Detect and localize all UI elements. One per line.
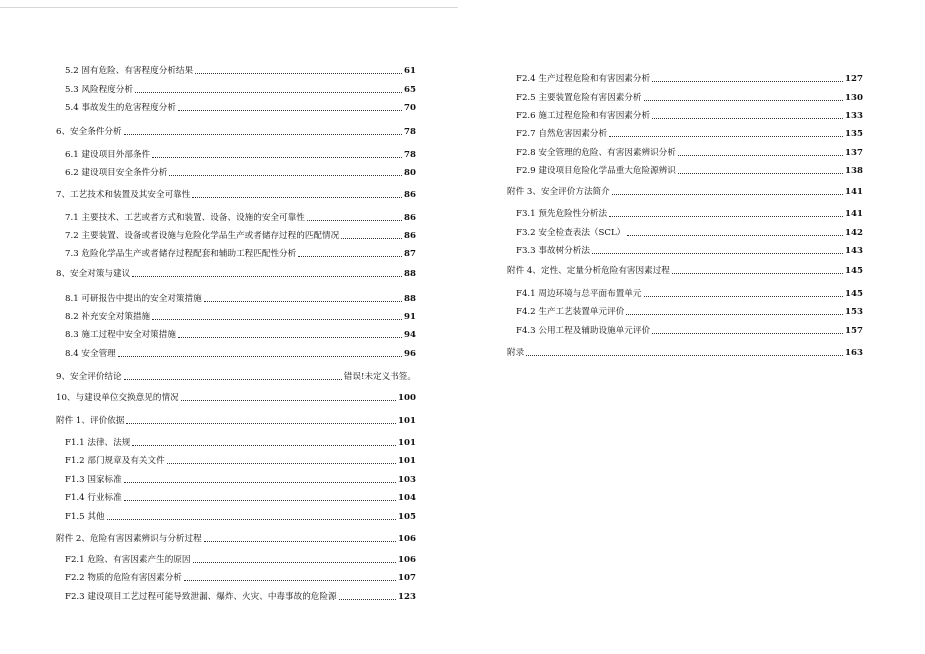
toc-entry-label: F1.3 国家标准 xyxy=(65,475,122,485)
dot-leader xyxy=(181,399,396,401)
dot-leader xyxy=(339,598,396,600)
toc-entry[interactable] xyxy=(56,209,416,223)
toc-entry-label: 附件 4、定性、定量分析危险有害因素过程 xyxy=(507,266,670,276)
toc-entry-page: 104 xyxy=(398,493,416,503)
toc-entry-label: F4.3 公用工程及辅助设施单元评价 xyxy=(516,326,651,336)
dot-leader xyxy=(169,174,402,176)
toc-entry[interactable] xyxy=(56,489,416,503)
toc-entry-page: 103 xyxy=(398,475,416,485)
toc-entry-page: 153 xyxy=(845,307,863,317)
toc-entry-page: 94 xyxy=(404,330,416,340)
dot-leader xyxy=(627,234,843,236)
toc-entry-label: F2.2 物质的危险有害因素分析 xyxy=(65,573,182,583)
dot-leader xyxy=(124,133,402,135)
dot-leader xyxy=(195,72,402,74)
dot-leader xyxy=(592,252,843,254)
toc-entry[interactable] xyxy=(56,308,416,322)
toc-entry-page: 105 xyxy=(398,512,416,522)
toc-entry-label: F2.6 施工过程危险和有害因素分析 xyxy=(516,111,651,121)
toc-entry-page: 141 xyxy=(845,209,863,219)
toc-entry[interactable] xyxy=(56,227,416,241)
toc-entry-label: F2.9 建设项目危险化学品重大危险源辨识 xyxy=(516,166,676,176)
dot-leader xyxy=(132,275,402,277)
toc-entry[interactable] xyxy=(56,62,416,76)
dot-leader xyxy=(124,481,396,483)
toc-entry-page: 101 xyxy=(398,438,416,448)
dot-leader xyxy=(204,540,396,542)
toc-entry[interactable] xyxy=(56,99,416,113)
toc-entry[interactable] xyxy=(56,434,416,448)
toc-entry-page: 141 xyxy=(845,187,863,197)
toc-entry[interactable] xyxy=(56,326,416,340)
toc-entry-page: 70 xyxy=(404,103,416,113)
toc-entry-page: 91 xyxy=(404,312,416,322)
toc-entry[interactable] xyxy=(507,285,863,299)
toc-entry-label: 6.1 建设项目外部条件 xyxy=(65,150,151,160)
toc-entry-label: F2.8 安全管理的危险、有害因素辨识分析 xyxy=(516,148,676,158)
dot-leader xyxy=(652,332,843,334)
toc-entry-page: 错误!未定义书签。 xyxy=(343,372,416,382)
toc-entry-label: F1.5 其他 xyxy=(65,512,105,522)
toc-entry-page: 145 xyxy=(845,289,863,299)
dot-leader xyxy=(192,196,402,198)
dot-leader xyxy=(124,499,396,501)
toc-entry-label: F2.1 危险、有害因素产生的原因 xyxy=(65,555,191,565)
dot-leader xyxy=(204,300,402,302)
dot-leader xyxy=(626,313,843,315)
toc-entry[interactable] xyxy=(56,146,416,160)
dot-leader xyxy=(184,579,396,581)
dot-leader xyxy=(652,80,843,82)
toc-entry-page: 157 xyxy=(845,326,863,336)
dot-leader xyxy=(609,135,843,137)
dot-leader xyxy=(609,215,843,217)
toc-entry[interactable] xyxy=(56,345,416,359)
toc-entry[interactable] xyxy=(56,508,416,522)
toc-entry-label: 5.2 固有危险、有害程度分析结果 xyxy=(65,66,194,76)
toc-entry[interactable] xyxy=(56,551,416,565)
toc-entry-page: 96 xyxy=(404,349,416,359)
toc-entry-label: F3.3 事故树分析法 xyxy=(516,246,590,256)
toc-entry-page: 137 xyxy=(845,148,863,158)
dot-leader xyxy=(341,237,402,239)
toc-entry-label: F2.4 生产过程危险和有害因素分析 xyxy=(516,74,651,84)
toc-entry-page: 138 xyxy=(845,166,863,176)
dot-leader xyxy=(107,518,396,520)
toc-entry-label: 8、安全对策与建议 xyxy=(56,269,131,279)
dot-leader xyxy=(124,378,342,380)
toc-entry[interactable] xyxy=(56,265,416,279)
toc-entry-label: 5.4 事故发生的危害程度分析 xyxy=(65,103,176,113)
toc-entry-page: 135 xyxy=(845,129,863,139)
toc-entry-label: 8.1 可研报告中提出的安全对策措施 xyxy=(65,294,202,304)
toc-entry[interactable] xyxy=(507,242,863,256)
dot-leader xyxy=(178,336,402,338)
toc-entry[interactable] xyxy=(507,205,863,219)
dot-leader xyxy=(132,444,396,446)
toc-entry-label: 8.4 安全管理 xyxy=(65,349,116,359)
toc-entry[interactable] xyxy=(507,322,863,336)
toc-entry-page: 87 xyxy=(404,249,416,259)
toc-entry[interactable] xyxy=(56,164,416,178)
toc-entry[interactable] xyxy=(507,162,863,176)
toc-entry[interactable] xyxy=(56,530,416,544)
dot-leader xyxy=(672,272,843,274)
toc-entry-label: 7.3 危险化学品生产或者储存过程配套和辅助工程匹配性分析 xyxy=(65,249,297,259)
toc-entry-page: 101 xyxy=(398,416,416,426)
toc-entry-page: 86 xyxy=(404,190,416,200)
toc-entry-page: 106 xyxy=(398,555,416,565)
dot-leader xyxy=(678,172,843,174)
dot-leader xyxy=(152,318,402,320)
toc-entry-label: F4.1 周边环境与总平面布置单元 xyxy=(516,289,642,299)
toc-entry[interactable] xyxy=(507,107,863,121)
dot-leader xyxy=(612,193,843,195)
toc-entry-label: F2.5 主要装置危险有害因素分析 xyxy=(516,93,642,103)
toc-entry-label: 8.3 施工过程中安全对策措施 xyxy=(65,330,176,340)
toc-entry[interactable] xyxy=(507,183,863,197)
toc-entry[interactable] xyxy=(56,471,416,485)
toc-entry-page: 65 xyxy=(404,85,416,95)
toc-entry-label: 5.3 风险程度分析 xyxy=(65,85,133,95)
toc-entry-label: 10、与建设单位交换意见的情况 xyxy=(56,393,179,403)
toc-entry-label: F4.2 生产工艺装置单元评价 xyxy=(516,307,625,317)
dot-leader xyxy=(167,462,396,464)
dot-leader xyxy=(193,561,397,563)
toc-entry[interactable] xyxy=(507,125,863,139)
toc-entry-label: F1.2 部门规章及有关文件 xyxy=(65,456,165,466)
toc-entry-label: 8.2 补充安全对策措施 xyxy=(65,312,151,322)
toc-entry[interactable] xyxy=(507,344,863,358)
toc-entry-label: 附件 1、评价依据 xyxy=(56,416,125,426)
dot-leader xyxy=(178,109,402,111)
toc-entry-page: 163 xyxy=(845,348,863,358)
toc-entry[interactable] xyxy=(507,262,863,276)
toc-entry-page: 143 xyxy=(845,246,863,256)
toc-entry-page: 88 xyxy=(404,269,416,279)
toc-entry-page: 78 xyxy=(404,127,416,137)
toc-entry[interactable] xyxy=(56,389,416,403)
dot-leader xyxy=(526,354,843,356)
toc-entry-label: 附录 xyxy=(507,348,525,358)
toc-entry-label: 7.1 主要技术、工艺或者方式和装置、设备、设施的安全可靠性 xyxy=(65,213,305,223)
toc-entry[interactable] xyxy=(507,303,863,317)
toc-entry[interactable] xyxy=(56,412,416,426)
toc-entry[interactable] xyxy=(507,70,863,84)
toc-entry-label: 6、安全条件分析 xyxy=(56,127,122,137)
toc-entry[interactable] xyxy=(56,452,416,466)
toc-entry-label: 6.2 建设项目安全条件分析 xyxy=(65,168,168,178)
toc-entry-page: 80 xyxy=(404,168,416,178)
toc-entry-page: 107 xyxy=(398,573,416,583)
toc-entry-label: 附件 2、危险有害因素辨识与分析过程 xyxy=(56,534,202,544)
toc-entry-label: F1.1 法律、法规 xyxy=(65,438,131,448)
toc-entry-page: 130 xyxy=(845,93,863,103)
toc-entry[interactable] xyxy=(56,245,416,259)
toc-entry-page: 106 xyxy=(398,534,416,544)
toc-entry-page: 123 xyxy=(398,592,416,602)
toc-entry-page: 86 xyxy=(404,231,416,241)
dot-leader xyxy=(652,117,843,119)
dot-leader xyxy=(152,156,402,158)
toc-entry[interactable] xyxy=(56,368,416,382)
page-top-rule xyxy=(0,7,458,8)
toc-entry-page: 145 xyxy=(845,266,863,276)
dot-leader xyxy=(307,219,402,221)
toc-entry-page: 88 xyxy=(404,294,416,304)
toc-entry-label: 7、工艺技术和装置及其安全可靠性 xyxy=(56,190,191,200)
toc-entry-page: 127 xyxy=(845,74,863,84)
dot-leader xyxy=(126,422,396,424)
dot-leader xyxy=(644,99,844,101)
toc-entry[interactable] xyxy=(56,81,416,95)
toc-entry-label: 附件 3、安全评价方法简介 xyxy=(507,187,610,197)
toc-entry-label: F2.7 自然危害因素分析 xyxy=(516,129,608,139)
toc-entry-label: 9、安全评价结论 xyxy=(56,372,122,382)
toc-entry-label: F2.3 建设项目工艺过程可能导致泄漏、爆炸、火灾、中毒事故的危险源 xyxy=(65,592,337,602)
toc-entry[interactable] xyxy=(507,89,863,103)
toc-entry[interactable] xyxy=(56,569,416,583)
dot-leader xyxy=(298,255,402,257)
toc-entry-label: F3.1 预先危险性分析法 xyxy=(516,209,608,219)
toc-entry-page: 133 xyxy=(845,111,863,121)
toc-entry-page: 101 xyxy=(398,456,416,466)
toc-entry-page: 61 xyxy=(404,66,416,76)
dot-leader xyxy=(135,91,402,93)
toc-entry-page: 78 xyxy=(404,150,416,160)
toc-entry-page: 86 xyxy=(404,213,416,223)
toc-entry[interactable] xyxy=(56,186,416,200)
toc-entry-label: F1.4 行业标准 xyxy=(65,493,122,503)
dot-leader xyxy=(644,295,844,297)
toc-entry-label: F3.2 安全检查表法（SCL） xyxy=(516,228,626,238)
toc-entry-page: 142 xyxy=(845,228,863,238)
toc-entry[interactable] xyxy=(507,144,863,158)
dot-leader xyxy=(678,154,843,156)
toc-entry[interactable] xyxy=(56,123,416,137)
toc-entry[interactable] xyxy=(56,290,416,304)
toc-entry-label: 7.2 主要装置、设备或者设施与危险化学品生产或者储存过程的匹配情况 xyxy=(65,231,340,241)
dot-leader xyxy=(118,355,402,357)
toc-entry[interactable] xyxy=(507,224,863,238)
toc-entry[interactable] xyxy=(56,588,416,602)
toc-entry-page: 100 xyxy=(398,393,416,403)
